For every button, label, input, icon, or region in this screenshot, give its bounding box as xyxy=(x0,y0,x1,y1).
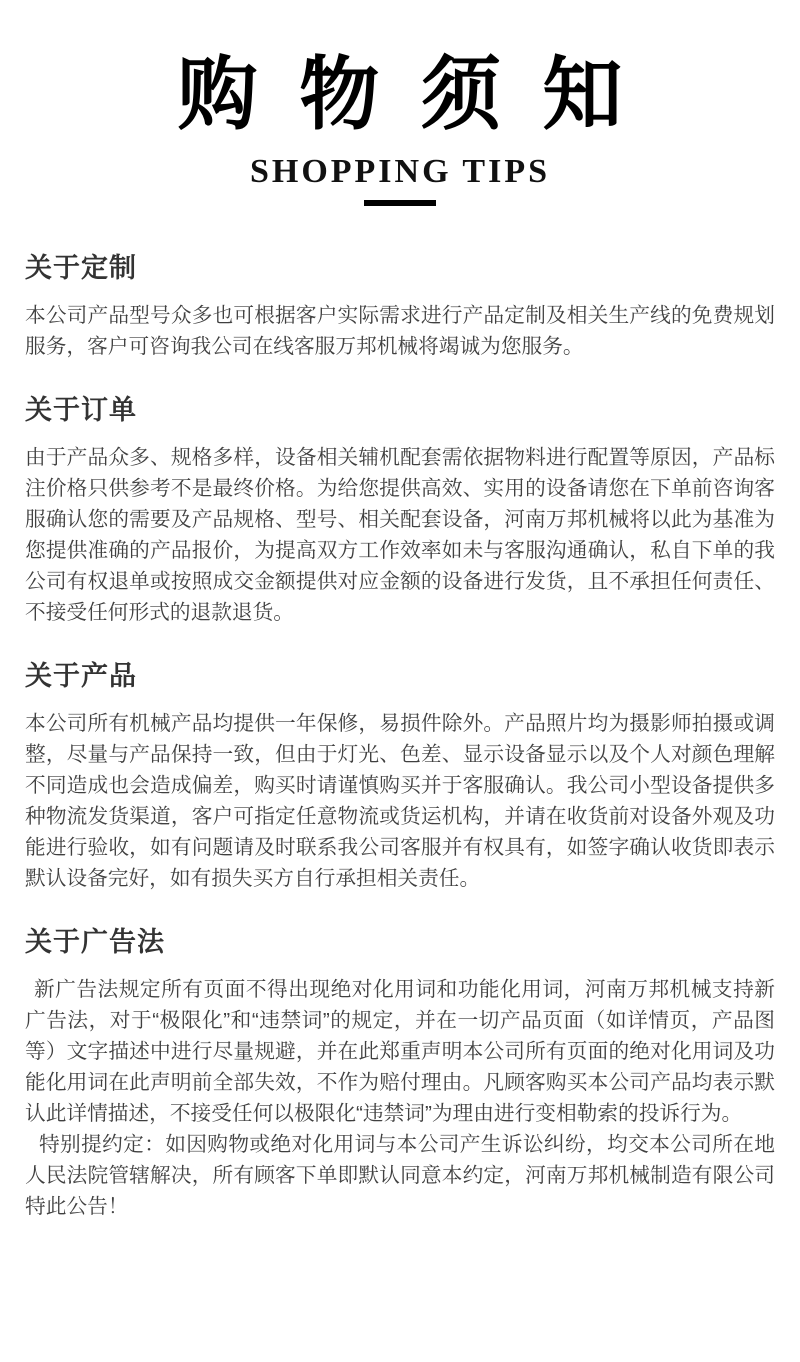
title-divider xyxy=(364,200,436,206)
notice-content xyxy=(0,252,800,1222)
section-paragraph: 本公司所有机械产品均提供一年保修，易损件除外。产品照片均为摄影师拍摄或调整，尽量与产品保持一致，但由于灯光、色差、显示设备显示以及个人对颜色理解不同造成也会造成偏差，购买时请谨慎购买并于客服确认。我公司小型设备提供多种物流发货渠道，客户可指定任意物流或货运机构，并请在收货前对设备外观及功能进行验收，如有问题请及时联系我公司客服并有权具有，如签字确认收货即表示默认设备完好，如有损失买方自行承担相关责任。 xyxy=(25,712,775,890)
section-paragraph: 新广告法规定所有页面不得出现绝对化用词和功能化用词，河南万邦机械支持新广告法，对于“极限化”和“违禁词”的规定，并在一切产品页面（如详情页，产品图等）文字描述中进行尽量规避，并在此郑重声明本公司所有页面的绝对化用词及功能化用词在此声明前全部失效，不作为赔付理由。凡顾客购买本公司产品均表示默认此详情描述，不接受任何以极限化“违禁词”为理由进行变相勒索的投诉行为。 xyxy=(25,978,775,1125)
page-title: 购物须知 xyxy=(177,52,664,140)
page-header xyxy=(0,0,800,206)
section-paragraph: 本公司产品型号众多也可根据客户实际需求进行产品定制及相关生产线的免费规划服务，客户可咨询我公司在线客服万邦机械将竭诚为您服务。 xyxy=(25,304,775,358)
section-paragraph: 由于产品众多、规格多样，设备相关辅机配套需依据物料进行配置等原因，产品标注价格只供参考不是最终价格。为给您提供高效、实用的设备请您在下单前咨询客服确认您的需要及产品规格、型号、相关配套设备，河南万邦机械将以此为基准为您提供准确的产品报价，为提高双方工作效率如未与客服沟通确认，私自下单的我公司有权退单或按照成交金额提供对应金额的设备进行发货，且不承担任何责任、不接受任何形式的退款退货。 xyxy=(25,446,775,624)
section-heading-orders: 关于订单 xyxy=(25,395,137,425)
section-products xyxy=(25,660,775,894)
section-orders xyxy=(25,394,775,628)
section-paragraph: 特别提约定：如因购物或绝对化用词与本公司产生诉讼纠纷，均交本公司所在地人民法院管辖解决，所有顾客下单即默认同意本约定，河南万邦机械制造有限公司特此公告！ xyxy=(25,1133,775,1218)
section-customization xyxy=(25,252,775,362)
section-heading-customization: 关于定制 xyxy=(25,253,137,283)
section-advertising-law xyxy=(25,926,775,1222)
section-heading-advertising-law: 关于广告法 xyxy=(25,927,165,957)
section-heading-products: 关于产品 xyxy=(25,661,137,691)
page-subtitle: SHOPPING TIPS xyxy=(249,153,551,190)
